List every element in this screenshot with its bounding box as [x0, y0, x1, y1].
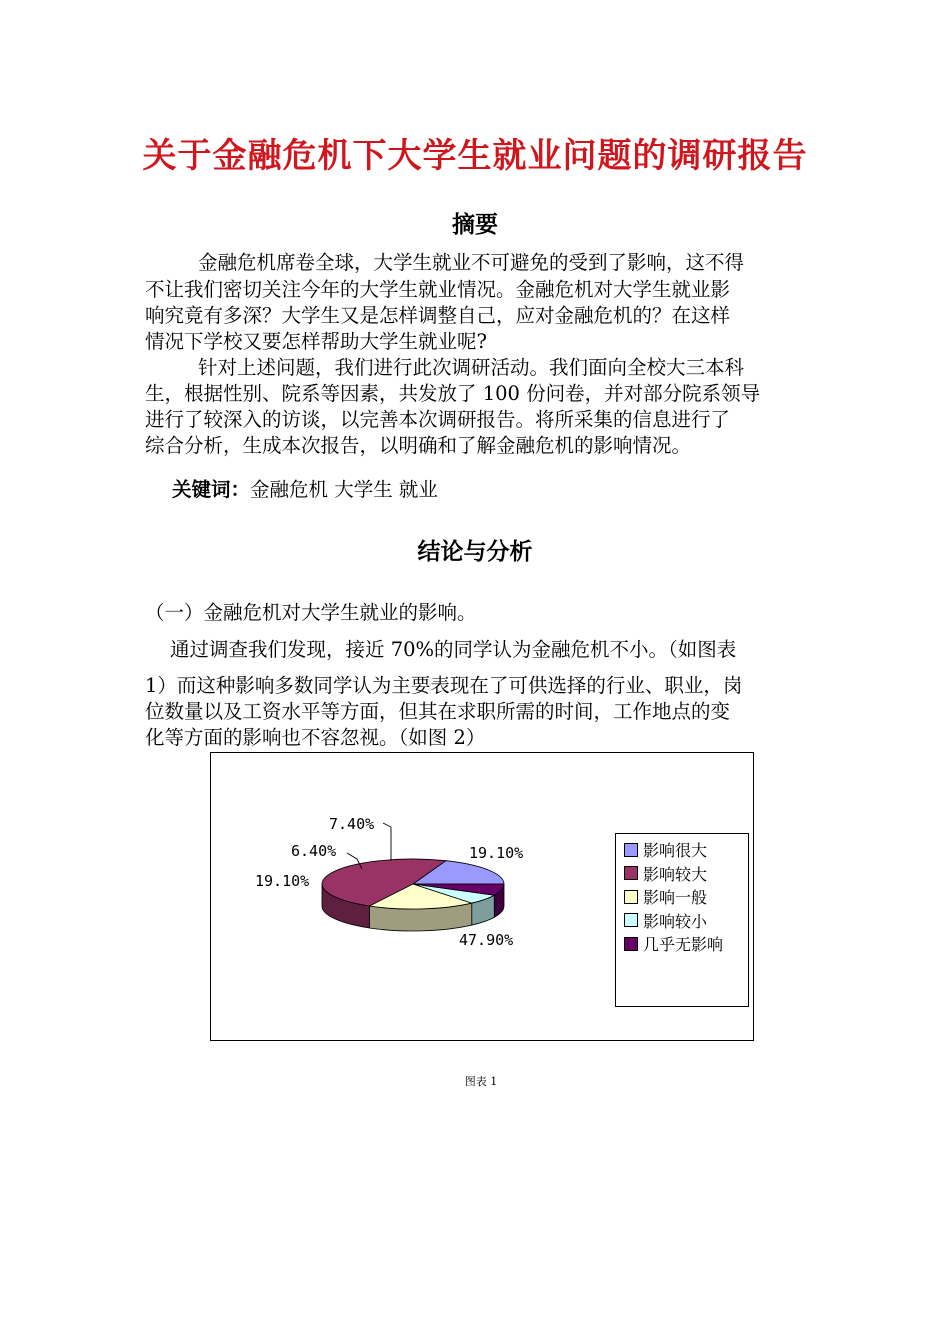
pie-chart [210, 752, 754, 1041]
legend-item [624, 885, 748, 909]
legend-swatch [624, 937, 638, 951]
legend-label: 影响一般 [643, 888, 708, 908]
pie-value-label: 47.90% [459, 931, 514, 949]
abstract-p2-line-4: 综合分析，生成本次报告，以明确和了解金融危机的影响情况。 [145, 434, 692, 457]
keywords-label: 关键词： [172, 478, 251, 501]
abstract-p2-line-2: 生，根据性别、院系等因素，共发放了 100 份问卷，并对部分院系领导 [145, 382, 761, 405]
body-line-1: 通过调查我们发现，接近 70%的同学认为金融危机不小。（如图表 [170, 638, 737, 661]
legend-swatch [624, 890, 638, 904]
abstract-p1-line-2: 不让我们密切关注今年的大学生就业情况。金融危机对大学生就业影 [145, 278, 731, 301]
section-heading-1: （一）金融危机对大学生就业的影响。 [145, 601, 477, 624]
abstract-p1-line-4: 情况下学校又要怎样帮助大学生就业呢? [145, 330, 487, 353]
pie-value-label: 6.40% [291, 842, 337, 860]
legend-item [624, 862, 748, 886]
legend-swatch [624, 913, 638, 927]
abstract-p1-line-1: 金融危机席卷全球，大学生就业不可避免的受到了影响，这不得 [198, 251, 745, 274]
abstract-p2-line-1: 针对上述问题，我们进行此次调研活动。我们面向全校大三本科 [198, 356, 745, 379]
keywords-value: 金融危机 大学生 就业 [250, 478, 438, 501]
legend-item [624, 932, 748, 956]
legend-item [624, 838, 748, 862]
legend-item [624, 909, 748, 933]
legend-label: 影响较小 [643, 911, 708, 931]
abstract-p1-line-3: 响究竟有多深？大学生又是怎样调整自己，应对金融危机的？在这样 [145, 304, 731, 327]
pie-value-label: 19.10% [255, 872, 310, 890]
keywords [172, 474, 438, 502]
legend-label: 影响较大 [643, 864, 708, 884]
legend-label: 几乎无影响 [643, 935, 724, 955]
legend-swatch [624, 843, 638, 857]
legend-swatch [624, 866, 638, 880]
body-line-4: 化等方面的影响也不容忽视。（如图 2） [145, 726, 486, 749]
abstract-heading: 摘要 [452, 212, 498, 238]
conclusion-heading: 结论与分析 [417, 539, 533, 565]
body-line-2: 1）而这种影响多数同学认为主要表现在了可供选择的行业、职业，岗 [145, 674, 743, 697]
pie-value-label: 7.40% [329, 815, 375, 833]
pie-value-label: 19.10% [469, 844, 524, 862]
legend-label: 影响很大 [643, 841, 708, 861]
body-line-3: 位数量以及工资水平等方面，但其在求职所需的时间，工作地点的变 [145, 700, 731, 723]
abstract-p2-line-3: 进行了较深入的访谈，以完善本次调研报告。将所采集的信息进行了 [145, 408, 731, 431]
document-title: 关于金融危机下大学生就业问题的调研报告 [142, 136, 808, 176]
chart-caption: 图表 1 [464, 1075, 498, 1088]
pie-label-leader [383, 823, 391, 861]
chart-legend [615, 833, 749, 1007]
